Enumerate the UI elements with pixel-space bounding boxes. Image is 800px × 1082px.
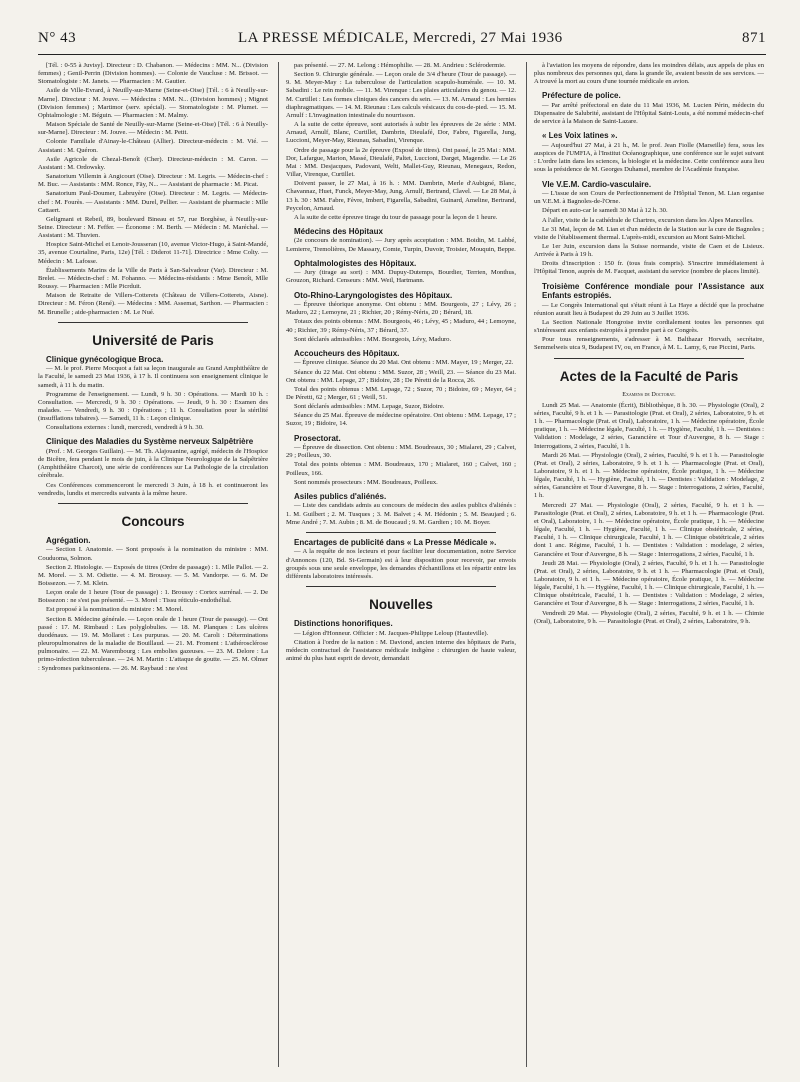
paragraph: Sont déclarés admissibles : MM. Bourgeois, Lévy, Maduro. (294, 335, 452, 343)
paragraph: — A la requête de nos lecteurs et pour faciliter leur documentation, notre Service d'Annonces (120, Bd. St-Germain) est à leur disposition pour recevoir, par envois groupés sous une seule enveloppe, les demandes d'échantillons et les répartir entre les différents laboratoires intéressés. (286, 548, 516, 580)
paragraph: Section 8. Médecine générale. — Leçon orale de 1 heure (Tour de passage). — Ont passé : 17. M. Rimbaud : Les polyglobulies. — 18. M. Planques : Les ulcères duodénaux. — 19. M. Mollaret : Les purpuras. — 20. M. Caroli : Déterminations pleuropulmonaires de la maladie de Bouillaud. — 21. M. Froment : L'athérosclérose pulmonaire. — 22. M. Warembourg : Les embolies gazeuses. — 23. M. Delore : La primo-infection tuberculeuse. — 24. M. Martin : L'attaque de goutte. — 25. M. Olmer : Syndromes parkinsoniens. — 26. M. Raybaud : ne s'est (38, 615, 268, 672)
paragraph: — Le Congrès International qui s'était réuni à La Haye a décidé que la prochaine réunion aurait lieu à Budapest du 29 Juin au 3 Juillet 1936. (534, 301, 764, 317)
paragraph: Asile de Ville-Evrard, à Neuilly-sur-Marne (Seine-et-Oise) [Tél. : 6 à Neuilly-sur-Marne]. Directeur : M. Jouve. — Médecins : MM. N... (Division hommes) ; Mignot (Division femmes) ; Martimor (serv. spécial). — Stomatologiste : M. Plumet. — Ophtalmologie : M. Béguin. — Pharmacien : M. Malmy. (38, 87, 268, 119)
issue-number: N° 43 (38, 30, 77, 46)
section-rule (58, 322, 248, 323)
paragraph: Sanatorium Paul-Doumer, Labruyère (Oise). Directeur : M. Legris. — Médecin-chef : M. Fourès. — Assistants : MM. Durel, Pellier. — Assistant de pharmacie : Mlle Cattaert. (38, 190, 268, 214)
paragraph: — Aujourd'hui 27 Mai, à 21 h., M. le prof. Jean Fiolle (Marseille) fera, sous les auspices de l'UMFIA, à l'Institut Océanographique, une conférence sur le sujet suivant : L'ordre latin dans les sciences, la biologie et la médecine. Cette conférence aura lieu sous la présidence de M. Georges Duhamel, membre de l'Académie française. (534, 141, 764, 174)
paragraph: — Légion d'Honneur. Officier : M. Jacques-Philippe Leloup (Hauteville). (294, 629, 489, 637)
paragraph: Consultations externes : lundi, mercredi, vendredi à 9 h. 30. (46, 424, 204, 432)
paragraph: pas présenté. — 27. M. Lelong : Hémophilie. — 28. M. Andrieu : Sclérodermie. (294, 62, 506, 69)
paragraph: Sanatorium Villemin à Angicourt (Oise). Directeur : M. Legris. — Médecin-chef : M. Buc. — Assistants : MM. Ronce, Fäy, N... — Assistant de pharmacie : M. Picat. (38, 173, 268, 189)
section-rule (306, 586, 496, 587)
paragraph: Est proposé à la nomination du ministre : M. Morel. (46, 606, 184, 614)
subheading: Oto-Rhino-Laryngologistes des Hôpitaux. (294, 290, 453, 300)
paragraph: Séance du 22 Mai. Ont obtenu : MM. Suzor, 28 ; Weill, 23. — Séance du 23 Mai. Ont obtenu : MM. Lepage, 27 ; Bidoire, 28 ; De Péretti de la Rocca, 26. (286, 368, 516, 384)
paragraph: Total des points obtenus : MM. Boudreaux, 170 ; Mialaret, 160 ; Calvet, 160 ; Poilleux, 166. (286, 461, 516, 477)
paragraph: Séance du 25 Mai. Épreuve de médecine opératoire. Ont obtenu : MM. Lepage, 17 ; Suzor, 19 ; Bidoire, 14. (286, 412, 516, 428)
section-rule (554, 358, 744, 359)
subheading: Préfecture de police. (542, 91, 621, 101)
page-number: 871 (742, 30, 766, 46)
subheading: Distinctions honorifiques. (294, 619, 393, 628)
paragraph: A la suite de cette épreuve tirage du tour de passage pour la leçon de 1 heure. (294, 213, 498, 221)
subheading: Ophtalmologistes des Hôpitaux. (294, 258, 417, 268)
paragraph: Totaux des points obtenus : MM. Bourgeois, 46 ; Lévy, 45 ; Maduro, 44 ; Lemoyne, 40 ; Richier, 39 ; Rémy-Néris, 37 ; Bérard, 37. (286, 318, 516, 334)
section-rule (58, 503, 248, 504)
subheading: Accoucheurs des Hôpitaux. (294, 348, 400, 358)
paragraph: Ces Conférences commenceront le mercredi 3 Juin, à 18 h. et continueront les vendredis, lundis et mercredis suivants à la même heure. (38, 481, 268, 497)
paragraph: Départ en auto-car le samedi 30 Mai à 12 h. 30. (542, 207, 668, 215)
subheading: Asiles publics d'aliénés. (294, 491, 387, 501)
paragraph: Colonie Familiale d'Ainay-le-Château (Allier). Directeur-médecin : M. Vié. — Assistant : M. Quéron. (38, 138, 268, 154)
subheading: Prosectorat. (294, 433, 341, 443)
paragraph: — Jury (tirage au sort) : MM. Dupuy-Dutemps, Bourdier, Terrien, Monthus, Grouzon, Richard. Censeurs : MM. Weil, Hartmann. (286, 269, 516, 285)
paragraph: A la suite de cette épreuve, sont autorisés à subir les épreuves de 2e série : MM. Arnaud, Arnulf, Blanc, Curtillet, Dambrin, Dieulafé, Dor, Fabre, Figarella, Jung, Luccioni, Meyer-May, Rieunau, Sabadini, Virenque. (286, 121, 516, 145)
column-divider (278, 62, 279, 1067)
paragraph: Sont nommés prosecteurs : MM. Boudreaux, Poilleux. (294, 478, 438, 486)
paragraph: Le 31 Mai, leçon de M. Lian et d'un médecin de la Station sur la cure de Bagnoles ; visite de l'établissement thermal. L'après-midi, excursion au Mont Saint-Michel. (534, 225, 764, 241)
paragraph: — Épreuve théorique anonyme. Ont obtenu : MM. Bourgeois, 27 ; Lévy, 26 ; Maduro, 22 ; Lemoyne, 21 ; Richier, 20 ; Rémy-Néris, 20 ; Bérard, 18. (286, 301, 516, 317)
paragraph: La Section Nationale Hongroise invite cordialement toutes les personnes qui s'intéressent aux enfants estropiés à prendre part à ce Congrès. (534, 318, 764, 335)
paragraph: Geligmani et Rebeil, 89, boulevard Bineau et 57, rue Borghèse, à Neuilly-sur-Seine. Directeur : M. Feffer. — Économe : M. Berth. — Médecin : M. Maréchal. — Assistant : M. Thuvien. (38, 215, 268, 240)
paragraph: — L'issue de son Cours de Perfectionnement de l'Hôpital Tenon, M. Lian organise un V.E.M. à Bagnoles-de-l'Orne. (534, 190, 764, 206)
subheading: « Les Voix latines ». (542, 131, 618, 141)
paragraph: Citation à l'ordre de la nation : M. Daviond, ancien interne des hôpitaux de Paris, médecin contractuel de l'assistance médicale indigène : chirurgien de haute valeur, animé du plus haut esprit de devoir, demandait (286, 638, 516, 662)
paragraph: Droits d'inscription : 150 fr. (tous frais compris). S'inscrire immédiatement à l'Hôpital Tenon, auprès de M. Facquet, assistant du service (nombre de places limité). (534, 260, 764, 276)
column-divider (526, 62, 527, 1067)
subheading: Agrégation. (46, 535, 91, 545)
subsection-title: Examens de Doctorat. (622, 390, 676, 398)
paragraph: Section 2. Histologie. — Exposés de titres (Ordre de passage) : 1. Mlle Pallot. — 2. M. Morel. — 3. M. Odiette. — 4. M. Broussy. — 5. M. Vandorpe. — 6. M. De Boissezon. — 7. M. Klein. (38, 563, 268, 587)
paragraph: Ordre de passage pour la 2e épreuve (Exposé de titres). Ont passé, le 25 Mai : MM. Dor, Lafargue, Marion, Massé, Dieulafé, Paltet, Luccioni, Darget, Magendie. — Le 26 Mai : MM. Desjacques, Padovani, Welti, Mallet-Guy, Rieunau, Menegaux, Redon, Villar, Virenque, Curtillet. (286, 146, 516, 179)
paragraph: — Épreuve clinique. Séance du 20 Mai. Ont obtenu : MM. Mayer, 19 ; Merger, 22. (294, 359, 514, 367)
column-3 (534, 62, 764, 1072)
paragraph: Section 9. Chirurgie générale. — Leçon orale de 3/4 d'heure (Tour de passage). — 9. M. Meyer-May : La tuberculose de l'articulation scapulo-humérale. — 10. M. Sabadini : Le rein mobile. — 11. M. Virenque : Les plaies articulaires du genou. — 12. M. Curtillet : Les formes cliniques des cancers du sein. — 13. M. Arnaud : Les hernies diaphragmatiques. — 14. M. Rieunau : Les calculs vésicaux du cou-de-pied. — 15. M. Arnulf : L'invagination intestinale du nourrisson. (286, 71, 516, 119)
paragraph: Maison de Retraite de Villers-Cotterets (Château de Villers-Cotterets, Aisne). Directeur : M. Féron (René). — Médecins : MM. Assemat, Sarthon. — Pharmacien : M. Brunelle ; aide-pharmacien : M. Le Nué. (38, 292, 268, 316)
paragraph: Pour tous renseignements, s'adresser à M. Balthazar Horvath, secrétaire, Semmelweis utca 9, Budapest IV, ou, en France, à M. L. Lamy, 6, rue Piccini, Paris. (534, 336, 764, 352)
columns (38, 62, 766, 1072)
paragraph: Lundi 25 Mai. — Anatomie (Écrit), Bibliothèque, 8 h. 30. — Physiologie (Oral), 2 séries, Faculté, 9 h. et 1 h. — Parasitologie (Prat. et Oral), 2 séries, Laboratoire, 9 h. et 1 h. — Pharmacologie (Prat. et Oral), Laboratoire, 1 h. — Médecine opératoire, École pratique, 1 h. — Médecine légale, Faculté, 1 h. — Hygiène, Faculté, 1 h. — Dentistes : Validation : Modelage, 2 séries, Garancière et Tour d'Auvergne, 8 h. — Stage : Interrogations, 2 séries, Faculté, 1 h. (534, 401, 764, 450)
subheading: Clinique des Maladies du Système nerveux Salpêtrière (46, 437, 254, 447)
paragraph: — Par arrêté préfectoral en date du 11 Mai 1936, M. Lucien Périn, médecin du Dispensaire de Salubrité, assistant de l'Hôpital Saint-Louis, a été nommé médecin-chef de service à la Maison de Saint-Lazare. (534, 101, 764, 126)
paragraph: A l'aller, visite de la cathédrale de Chartres, excursion dans les Alpes Mancelles. (542, 216, 754, 224)
paragraph: Leçon orale de 1 heure (Tour de passage) : 1. Broussy : Cortex surrénal. — 2. De Boissezon : ne s'est pas présenté. — 3. Morel : Tissu réticulo-endothélial. (38, 589, 268, 605)
paragraph: Sont déclarés admissibles : MM. Lepage, Suzor, Bidoire. (294, 403, 445, 411)
paragraph: — Section I. Anatomie. — Sont proposés à la nomination du ministre : MM. Couduoma, Solmon. (38, 546, 268, 562)
paragraph: [Tél. : 0-55 à Juvisy]. Directeur : D. Chabanon. — Médecins : MM. N... (Division femmes) ; Genil-Perrin (Division hommes). — Colonie de Vaucluse : M. Brissot. — Stomatologiste : M. Janets. — Pharmacien : M. Gautier. (38, 62, 268, 86)
subheading: Clinique gynécologique Broca. (46, 354, 164, 364)
paragraph: Vendredi 29 Mai. — Physiologie (Oral), 2 séries, Faculté, 9 h. et 1 h. — Chimie (Oral), Laboratoire, 9 h. — Parasitologie (Prat. et Oral), 2 séries, Laboratoire, 9 h. (534, 609, 764, 625)
paragraph: Mardi 26 Mai. — Physiologie (Oral), 2 séries, Faculté, 9 h. et 1 h. — Parasitologie (Prat. et Oral), 2 séries, Laboratoire, 9 h. et 1 h. — Pharmacologie (Prat. et Oral), Laboratoire, 9 h. et 1 h. — Médecine opératoire, École pratique, 1 h. — Médecine légale, Faculté, 1 h. — Hygiène, Faculté, 1 h. — Dentistes : Validation : Modelage, 2 séries, Garancière et Tour d'Auvergne, 8 h. — Stage : Interrogations, 2 séries, Faculté, 1 h. (534, 451, 764, 500)
subheading: Troisième Conférence mondiale pour l'Assistance aux Enfants estropiés. (542, 281, 764, 301)
paragraph: Mercredi 27 Mai. — Physiologie (Oral), 2 séries, Faculté, 9 h. et 1 h. — Parasitologie (Prat. et Oral), 2 séries, Laboratoire, 9 h. et 1 h. — Pharmacologie (Prat. et Oral), Laboratoire, 1 h. — Médecine opératoire, École pratique, 1 h. — Médecine légale, Faculté, 1 h. — Hygiène, Faculté, 1 h. — Clinique obstétricale, 2 séries, Faculté, 1 h. — Clinique chirurgicale, Faculté, 1 h. — Clinique obstétricale, 2 séries dont 1 anc. Régime, Faculté, 1 h. — Dentistes : Validation : modelage, 2 séries, Garancière et Tour d'Auvergne, 8 h. — Stage : Interrogations, 2 séries, Faculté, 1 h. (534, 501, 764, 558)
paragraph: Asile Agricole de Chezal-Benoît (Cher). Directeur-médecin : M. Caron. — Assistant : M. Ordowsky. (38, 155, 268, 171)
newspaper-page (38, 14, 766, 1074)
section-rule (306, 532, 496, 533)
column-1 (38, 62, 268, 1072)
paragraph: — M. le prof. Pierre Mocquot a fait sa leçon inaugurale au Grand Amphithéâtre de la Faculté, le samedi 23 Mai 1936, à 17 h. Il continuera son enseignement clinique le samedi, à 11 h. du matin. (38, 365, 268, 389)
subheading: Encartages de publicité dans « La Presse Médicale ». (294, 537, 497, 547)
paragraph: Doivent passer, le 27 Mai, à 16 h. : MM. Dambrin, Merle d'Aubigné, Blanc, Chavannaz, Huet, Funck, Meyer-May, Jung, Arnulf, Bertrand, Clavel. — Le 28 Mai, à 13 h. 30 : MM. Fabre, Fèvre, Imbert, Figarella, Sabadini, Guinard, Ameline, Bertrand, Peycelon, Arnaud. (286, 180, 516, 212)
paragraph: Total des points obtenus : MM. Lepage, 72 ; Suzor, 70 ; Bidoire, 69 ; Meyer, 64 ; De Péretti, 62 ; Merger, 61 ; Weill, 51. (286, 385, 516, 401)
section-heading-universite: Université de Paris (92, 332, 214, 348)
section-heading-concours: Concours (121, 513, 185, 529)
paragraph: Jeudi 28 Mai. — Physiologie (Oral), 2 séries, Faculté, 9 h. et 1 h. — Parasitologie (Prat. et Oral), 2 séries, Laboratoire, 9 h. et 1 h. — Pharmacologie (Prat. et Oral), Laboratoire, 9 h. et 1 h. — Médecine opératoire, École pratique, 1 h. — Médecine légale, Faculté, 1 h. — Hygiène, Faculté, 1 h. — Clinique chirurgicale, Faculté, 1 h. — Clinique obstétricale, Faculté, 1 h. — Dentistes : Validation : Modelage, 2 séries, Garancière et Tour d'Auvergne, 8 h. — Stage : Interrogations, 2 séries, Faculté, 1 h. (534, 559, 764, 608)
paragraph: Hospice Saint-Michel et Lenoir-Jousseran (10, avenue Victor-Hugo, à Saint-Mandé, 35, avenue Courtaline, Paris, 12e) [Tél. : Diderot 11-71]. Directrice : Mme Colty. — Médecin : M. Lafosse. (38, 241, 268, 265)
paragraph: — Liste des candidats admis au concours de médecin des asiles publics d'aliénés : 1. M. Guilbert ; 2. M. Tusques ; 3. M. Balvet ; 4. M. Hédonin ; 5. M. Beaujard ; 6. Mme André ; 7. M. Aubin ; 8. M. de Boucaud ; 9. M. Gardien ; 10. M. Boyer. (286, 502, 516, 526)
paragraph: (Prof. : M. Georges Guillain). — M. Th. Alajouanine, agrégé, médecin de l'Hospice de Bicêtre, fera pendant le mois de juin, à la Clinique Neurologique de la Salpêtrière (Amphithéâtre Charcot), une série de conférences sur La Pathologie de la circulation cérébrale. (38, 447, 268, 480)
column-2 (286, 62, 516, 1072)
paragraph: Établissements Marins de la Ville de Paris à San-Salvadour (Var). Directeur : M. Brelet. — Médecin-chef : M. Fohanno. — Médecins-résidants : Mme Benoît, Mlle Roussy. — Pharmacien : Mlle Picrduit. (38, 266, 268, 291)
section-heading-nouvelles: Nouvelles (369, 597, 433, 612)
section-heading-actes: Actes de la Faculté de Paris (559, 368, 739, 384)
paragraph: Maison Spéciale de Santé de Neuilly-sur-Marne (Seine-et-Oise) [Tél. : 6 à Neuilly-sur-Marne]. Directeur : M. Jouve. — Médecin : M. Petit. (38, 121, 268, 137)
paragraph: Le 1er Juin, excursion dans la Suisse normande, visite de Caen et de Lisieux. Arrivée à Paris à 19 h. (534, 243, 764, 259)
paragraph: (2e concours de nomination). — Jury après acceptation : MM. Boidin, M. Labbé, Lemierre, Tremolières, De Massary, Comte, Turpin, Duvoir, Troisier, Mouquin, Beppe. (286, 237, 516, 253)
subheading: VIe V.E.M. Cardio-vasculaire. (542, 179, 652, 189)
paragraph: à l'aviation les moyens de répondre, dans les moindres délais, aux appels de plus en plus nombreux des personnes qui, dans la grande île, avaient besoin de ses services. — A trouvé la mort au cours d'une tournée médicale en avion. (534, 62, 764, 86)
page-header (38, 14, 766, 55)
subheading: Médecins des Hôpitaux (294, 226, 383, 236)
masthead-title: LA PRESSE MÉDICALE, Mercredi, 27 Mai 1936 (238, 30, 563, 46)
paragraph: Programme de l'enseignement. — Lundi, 9 h. 30 : Opérations. — Mardi 10 h. : Consultation. — Mercredi, 9 h. 30 : Opérations. — Jeudi, 9 h. 30 : Examen des malades. — Vendredi, 9 h. 30 : Opérations ; 11 h. Consultation pour la stérilité (insufflations tubaires). — Samedi, 11 h. : Leçon clinique. (38, 390, 268, 423)
paragraph: — Épreuve de dissection. Ont obtenu : MM. Boudreaux, 30 ; Mialaret, 29 ; Calvet, 29 ; Poilleux, 30. (286, 444, 516, 460)
